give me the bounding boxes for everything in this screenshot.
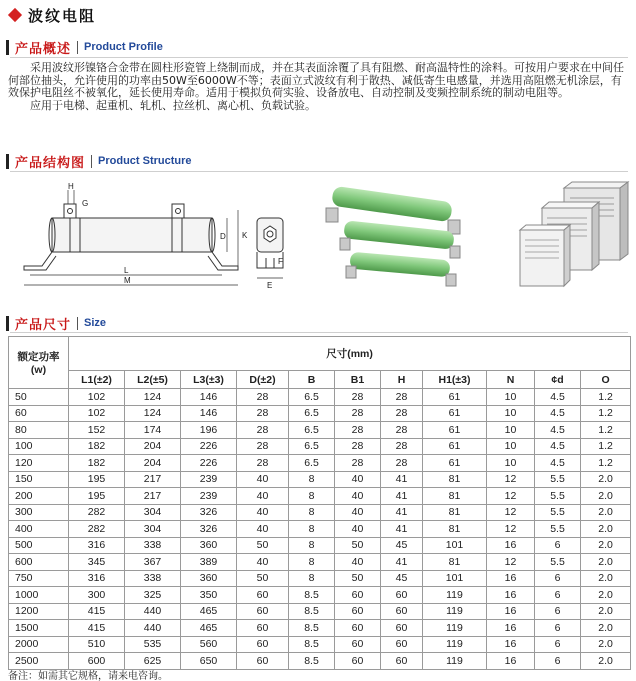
size-cell: 119 [423,587,487,604]
size-cell: 28 [381,422,423,439]
size-cell: 304 [125,521,181,538]
size-cell: 61 [423,389,487,406]
footnote: 备注：如需其它规格，请来电咨询。 [8,671,168,681]
size-cell: 60 [381,587,423,604]
terminal-right [172,204,184,218]
size-cell: 1.2 [581,389,631,406]
size-cell: 6.5 [289,438,335,455]
size-cell: 204 [125,455,181,472]
size-cell: 217 [125,488,181,505]
size-cell: 338 [125,537,181,554]
power-cell: 150 [9,471,69,488]
size-cell: 12 [487,554,535,571]
section-underline [10,332,628,333]
terminal-left [64,204,76,218]
resistor-3 [346,252,456,286]
size-cell: 16 [487,603,535,620]
power-cell: 2000 [9,636,69,653]
power-cell: 300 [9,504,69,521]
table-row [9,620,631,637]
size-cell: 6 [535,636,581,653]
column-header: L3(±3) [181,371,237,389]
power-header-text: 额定功率 (w) [17,351,60,376]
size-cell: 41 [381,471,423,488]
size-cell: 119 [423,603,487,620]
size-cell: 2.0 [581,636,631,653]
section-title-cn: 产品尺寸 [15,317,72,333]
column-header: N [487,371,535,389]
size-cell: 325 [125,587,181,604]
size-cell: 81 [423,554,487,571]
column-header: L1(±2) [69,371,125,389]
size-cell: 360 [181,570,237,587]
size-cell: 28 [237,422,289,439]
structure-drawing [12,180,317,295]
size-cell: 5.5 [535,554,581,571]
size-cell: 2.0 [581,587,631,604]
column-header: D(±2) [237,371,289,389]
size-header: 尺寸(mm) [69,337,631,371]
size-cell: 6 [535,570,581,587]
size-cell: 1.2 [581,455,631,472]
size-cell: 10 [487,405,535,422]
column-header: O [581,371,631,389]
page-title-text: 波纹电阻 [28,6,97,25]
size-cell: 338 [125,570,181,587]
size-cell: 16 [487,620,535,637]
size-cell: 41 [381,488,423,505]
power-cell: 750 [9,570,69,587]
size-cell: 6 [535,620,581,637]
size-cell: 10 [487,455,535,472]
enclosure-front [520,225,570,286]
section-bar [6,316,9,331]
size-cell: 4.5 [535,455,581,472]
size-cell: 2.0 [581,554,631,571]
table-row [9,488,631,505]
table-row [9,587,631,604]
table-row [9,521,631,538]
section-header-profile [6,37,163,57]
size-cell: 40 [335,504,381,521]
size-cell: 226 [181,455,237,472]
size-cell: 60 [237,653,289,670]
column-header: H1(±3) [423,371,487,389]
size-cell: 16 [487,570,535,587]
section-title-en: Size [84,317,107,329]
size-cell: 300 [69,587,125,604]
size-cell: 2.0 [581,471,631,488]
size-cell: 60 [335,636,381,653]
column-header: L2(±5) [125,371,181,389]
power-cell: 400 [9,521,69,538]
size-cell: 61 [423,438,487,455]
table-row [9,422,631,439]
size-cell: 50 [237,537,289,554]
section-title-en: Product Structure [98,155,192,167]
power-cell: 100 [9,438,69,455]
size-cell: 6 [535,603,581,620]
page-title [6,4,96,26]
size-cell: 28 [381,389,423,406]
size-table [8,336,631,670]
section-divider [91,155,92,168]
size-cell: 316 [69,570,125,587]
size-cell: 625 [125,653,181,670]
size-cell: 560 [181,636,237,653]
dim-label-e: E [267,281,273,290]
size-cell: 146 [181,389,237,406]
size-cell: 4.5 [535,389,581,406]
size-cell: 146 [181,405,237,422]
section-bar [6,154,9,169]
size-cell: 124 [125,405,181,422]
size-cell: 1.2 [581,405,631,422]
size-cell: 8 [289,488,335,505]
size-cell: 195 [69,471,125,488]
size-cell: 81 [423,521,487,538]
size-cell: 50 [335,537,381,554]
size-cell: 40 [237,488,289,505]
size-cell: 102 [69,405,125,422]
size-cell: 102 [69,389,125,406]
size-cell: 40 [335,488,381,505]
column-header: B1 [335,371,381,389]
size-cell: 8 [289,554,335,571]
dim-label-g: G [82,199,89,208]
column-header: ¢d [535,371,581,389]
size-cell: 81 [423,471,487,488]
power-cell: 600 [9,554,69,571]
size-cell: 119 [423,636,487,653]
size-cell: 8.5 [289,603,335,620]
table-row [9,455,631,472]
table-row [9,570,631,587]
size-cell: 50 [237,570,289,587]
size-cell: 28 [381,438,423,455]
size-cell: 41 [381,554,423,571]
size-cell: 389 [181,554,237,571]
dim-label-k: K [242,231,248,240]
size-cell: 81 [423,504,487,521]
size-cell: 60 [381,653,423,670]
size-cell: 239 [181,471,237,488]
size-cell: 124 [125,389,181,406]
size-cell: 60 [237,587,289,604]
table-row [9,471,631,488]
size-cell: 5.5 [535,471,581,488]
dim-label-m: M [124,276,131,285]
size-cell: 61 [423,405,487,422]
size-cell: 12 [487,488,535,505]
size-cell: 61 [423,422,487,439]
size-cell: 28 [335,455,381,472]
table-row [9,603,631,620]
size-cell: 8 [289,504,335,521]
size-cell: 10 [487,389,535,406]
section-header-structure [6,151,192,171]
size-cell: 40 [237,521,289,538]
size-cell: 282 [69,521,125,538]
size-cell: 465 [181,603,237,620]
table-body [9,389,631,670]
resistor-tube [52,218,212,252]
dim-label-l: L [124,266,129,275]
size-cell: 217 [125,471,181,488]
size-cell: 6.5 [289,422,335,439]
size-cell: 28 [381,455,423,472]
power-cell: 1200 [9,603,69,620]
size-cell: 28 [381,405,423,422]
size-cell: 28 [335,405,381,422]
power-cell: 1500 [9,620,69,637]
size-cell: 2.0 [581,521,631,538]
size-cell: 4.5 [535,422,581,439]
power-cell: 200 [9,488,69,505]
size-cell: 6.5 [289,405,335,422]
table-row [9,389,631,406]
size-cell: 2.0 [581,570,631,587]
size-cell: 440 [125,603,181,620]
size-cell: 50 [335,570,381,587]
power-cell: 60 [9,405,69,422]
size-cell: 10 [487,438,535,455]
size-cell: 60 [381,603,423,620]
size-cell: 40 [335,521,381,538]
size-cell: 28 [335,422,381,439]
section-title-cn: 产品结构图 [15,155,86,171]
section-title-en: Product Profile [84,41,163,53]
size-cell: 6 [535,653,581,670]
table-row [9,438,631,455]
section-divider [77,41,78,54]
size-cell: 60 [335,603,381,620]
table-row [9,636,631,653]
size-cell: 40 [237,554,289,571]
dim-label-h: H [68,182,74,191]
size-cell: 1.2 [581,438,631,455]
size-cell: 2.0 [581,653,631,670]
size-cell: 8 [289,537,335,554]
size-cell: 316 [69,537,125,554]
section-title-cn: 产品概述 [15,41,72,57]
size-cell: 28 [237,389,289,406]
size-cell: 8.5 [289,636,335,653]
size-cell: 6.5 [289,389,335,406]
column-header-row [9,371,631,389]
size-cell: 152 [69,422,125,439]
size-cell: 28 [237,438,289,455]
size-cell: 60 [335,653,381,670]
size-cell: 101 [423,570,487,587]
size-cell: 8 [289,570,335,587]
table-row [9,504,631,521]
power-cell: 500 [9,537,69,554]
size-cell: 41 [381,504,423,521]
power-cell: 50 [9,389,69,406]
size-cell: 465 [181,620,237,637]
intro-paragraph: 应用于电梯、起重机、轧机、拉丝机、离心机、负载试验。 [30,98,316,112]
size-cell: 101 [423,537,487,554]
size-cell: 10 [487,422,535,439]
size-cell: 16 [487,587,535,604]
size-cell: 41 [381,521,423,538]
size-cell: 40 [237,471,289,488]
size-cell: 28 [335,389,381,406]
size-cell: 345 [69,554,125,571]
size-cell: 8 [289,471,335,488]
size-cell: 326 [181,504,237,521]
size-cell: 6 [535,537,581,554]
diamond-icon [8,8,22,22]
size-cell: 40 [335,554,381,571]
size-cell: 182 [69,438,125,455]
size-cell: 60 [335,620,381,637]
power-header [9,337,69,389]
size-cell: 304 [125,504,181,521]
size-cell: 12 [487,471,535,488]
dim-label-d: D [220,232,226,241]
size-cell: 16 [487,653,535,670]
size-cell: 600 [69,653,125,670]
size-cell: 440 [125,620,181,637]
size-cell: 1.2 [581,422,631,439]
size-cell: 81 [423,488,487,505]
size-cell: 350 [181,587,237,604]
size-cell: 60 [335,587,381,604]
size-cell: 650 [181,653,237,670]
size-cell: 195 [69,488,125,505]
column-header: H [381,371,423,389]
size-cell: 12 [487,521,535,538]
size-cell: 4.5 [535,438,581,455]
column-header: B [289,371,335,389]
size-cell: 2.0 [581,537,631,554]
table-row [9,554,631,571]
size-cell: 16 [487,636,535,653]
power-cell: 120 [9,455,69,472]
intro-paragraph: 采用波纹形镍铬合金带在圆柱形瓷管上绕制而成，并在其表面涂覆了具有阻燃、耐高温特性的涂料。可按用户要求在中间任何部位抽头，允许使用的功率由50W至6000W不等；表面立式波纹有利于散热、减低寄生电感量，并选用高阻燃无机涂层，有效保护电阻丝不被氧化，延长使用寿命。适用于模拟负荷实验、设备放电、自动控制及变频控制系统的制动电阻等。 [8,61,624,99]
side-view [257,218,283,278]
size-cell: 45 [381,537,423,554]
size-cell: 60 [237,603,289,620]
size-cell: 2.0 [581,488,631,505]
power-cell: 1000 [9,587,69,604]
size-cell: 204 [125,438,181,455]
size-cell: 5.5 [535,488,581,505]
section-header-size [6,313,106,333]
size-cell: 239 [181,488,237,505]
size-cell: 174 [125,422,181,439]
size-cell: 282 [69,504,125,521]
size-cell: 40 [237,504,289,521]
resistor-photo [322,180,482,292]
size-cell: 60 [237,636,289,653]
size-cell: 60 [237,620,289,637]
size-cell: 326 [181,521,237,538]
size-cell: 40 [335,471,381,488]
size-cell: 6 [535,587,581,604]
size-cell: 415 [69,620,125,637]
size-cell: 8 [289,521,335,538]
size-cell: 510 [69,636,125,653]
size-cell: 5.5 [535,521,581,538]
size-cell: 367 [125,554,181,571]
size-cell: 182 [69,455,125,472]
size-cell: 28 [237,455,289,472]
size-cell: 360 [181,537,237,554]
size-cell: 415 [69,603,125,620]
size-cell: 16 [487,537,535,554]
size-cell: 45 [381,570,423,587]
size-cell: 535 [125,636,181,653]
size-cell: 28 [237,405,289,422]
size-cell: 8.5 [289,620,335,637]
size-cell: 5.5 [535,504,581,521]
power-cell: 80 [9,422,69,439]
size-cell: 60 [381,620,423,637]
size-cell: 8.5 [289,653,335,670]
power-cell: 2500 [9,653,69,670]
size-cell: 2.0 [581,504,631,521]
size-cell: 2.0 [581,603,631,620]
size-cell: 12 [487,504,535,521]
table-row [9,405,631,422]
size-cell: 4.5 [535,405,581,422]
size-cell: 119 [423,620,487,637]
dim-label-f: F [278,257,283,266]
size-cell: 196 [181,422,237,439]
section-underline [10,171,628,172]
size-cell: 6.5 [289,455,335,472]
size-cell: 226 [181,438,237,455]
size-cell: 60 [381,636,423,653]
size-cell: 8.5 [289,587,335,604]
intro-text [8,62,630,112]
table-row [9,537,631,554]
enclosure-photo [512,180,630,292]
size-cell: 61 [423,455,487,472]
section-divider [77,317,78,330]
section-underline [10,57,628,58]
size-cell: 28 [335,438,381,455]
size-cell: 119 [423,653,487,670]
section-bar [6,40,9,55]
size-cell: 2.0 [581,620,631,637]
